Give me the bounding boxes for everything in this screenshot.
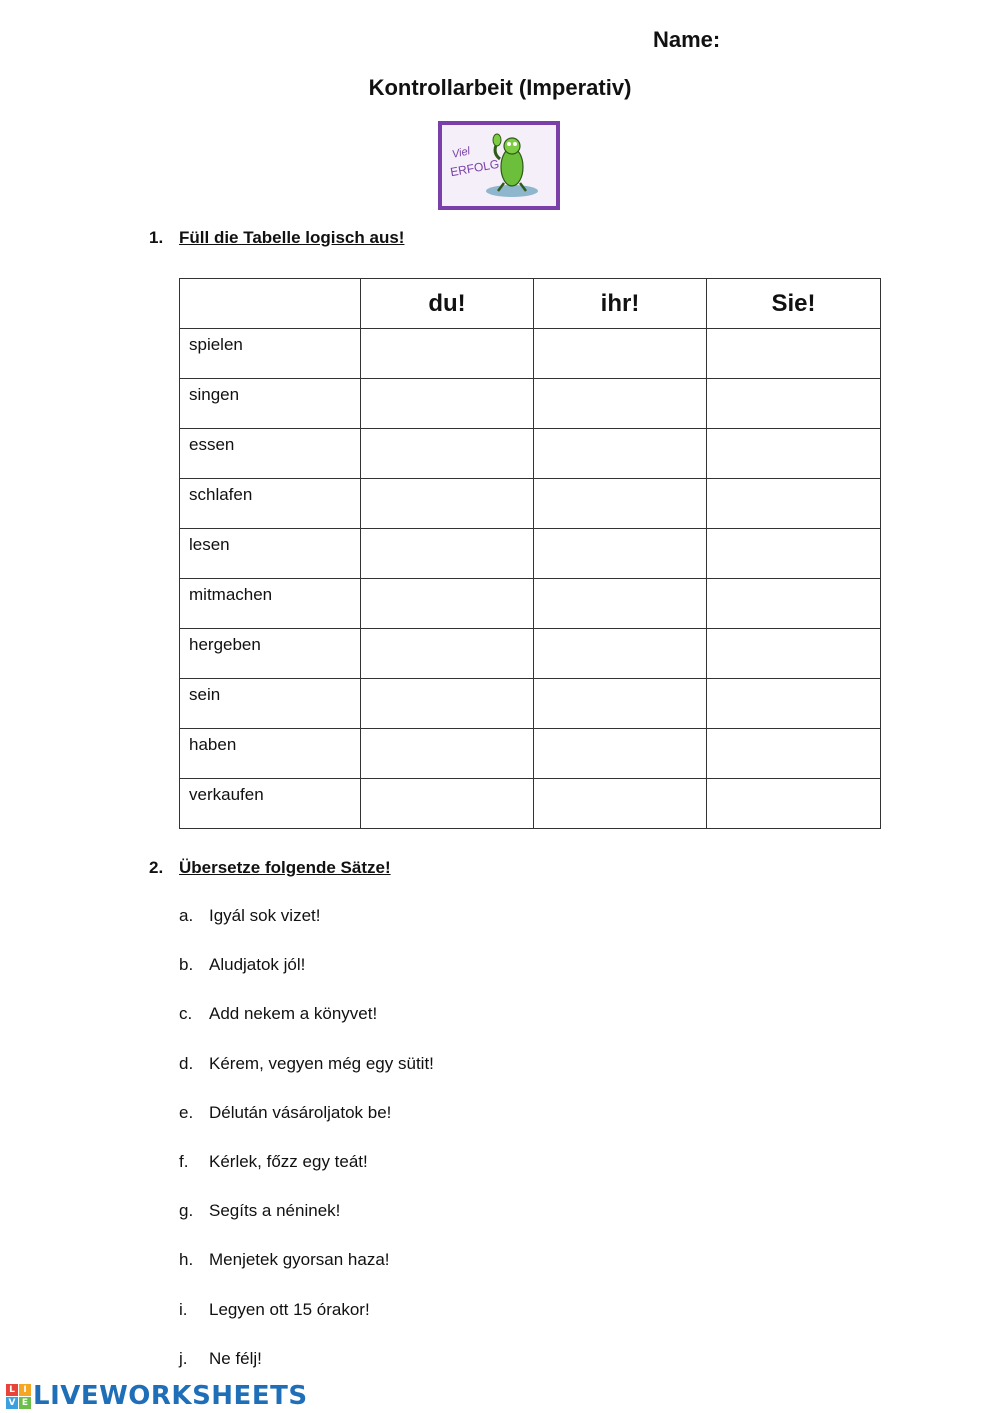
verb-cell: essen (180, 429, 361, 479)
section-1-heading (149, 228, 404, 248)
item-letter: e. (179, 1102, 194, 1122)
answer-cell-sie[interactable] (707, 329, 881, 379)
section-2-heading (149, 858, 391, 878)
item-text: Menjetek gyorsan haza! (209, 1250, 390, 1270)
answer-cell-sie[interactable] (707, 529, 881, 579)
answer-cell-du[interactable] (361, 429, 534, 479)
viel-erfolg-logo (438, 121, 560, 210)
colored-blocks-icon: L I V E (6, 1384, 31, 1409)
answer-cell-sie[interactable] (707, 579, 881, 629)
item-letter: a. (179, 906, 194, 925)
answer-cell-sie[interactable] (707, 679, 881, 729)
item-text: Délután vásároljatok be! (209, 1102, 392, 1122)
table-header-row (180, 279, 881, 329)
answer-cell-du[interactable] (361, 629, 534, 679)
answer-cell-du[interactable] (361, 479, 534, 529)
verb-cell: singen (180, 379, 361, 429)
list-item (179, 1300, 434, 1349)
list-item (179, 1201, 434, 1250)
table-row (180, 529, 881, 579)
item-letter: j. (179, 1348, 188, 1368)
name-label: Name: (653, 27, 721, 52)
item-letter: i. (179, 1299, 188, 1319)
answer-cell-ihr[interactable] (534, 329, 707, 379)
page-title: Kontrollarbeit (Imperativ) (368, 75, 632, 100)
verb-cell: sein (180, 679, 361, 729)
answer-cell-ihr[interactable] (534, 529, 707, 579)
list-item (179, 1103, 434, 1152)
item-text: Segíts a néninek! (209, 1201, 341, 1221)
table-row (180, 579, 881, 629)
list-item (179, 906, 434, 955)
section-1-number: 1. (149, 228, 164, 247)
answer-cell-du[interactable] (361, 379, 534, 429)
section-2-title: Übersetze folgende Sätze! (179, 858, 391, 877)
answer-cell-ihr[interactable] (534, 379, 707, 429)
table-row (180, 729, 881, 779)
column-header-ihr: ihr! (534, 279, 707, 329)
item-letter: g. (179, 1201, 194, 1221)
answer-cell-du[interactable] (361, 529, 534, 579)
answer-cell-sie[interactable] (707, 729, 881, 779)
column-header-du: du! (361, 279, 534, 329)
answer-cell-sie[interactable] (707, 779, 881, 829)
answer-cell-du[interactable] (361, 729, 534, 779)
item-letter: c. (179, 1004, 193, 1024)
answer-cell-du[interactable] (361, 329, 534, 379)
section-2-number: 2. (149, 858, 164, 877)
answer-cell-sie[interactable] (707, 379, 881, 429)
item-text: Aludjatok jól! (209, 955, 306, 975)
verb-cell: schlafen (180, 479, 361, 529)
column-header-sie: Sie! (707, 279, 881, 329)
answer-cell-ihr[interactable] (534, 629, 707, 679)
logo-text-line2: ERFOLG (449, 156, 501, 180)
list-item (179, 1250, 434, 1299)
answer-cell-sie[interactable] (707, 429, 881, 479)
answer-cell-ihr[interactable] (534, 679, 707, 729)
verb-cell: haben (180, 729, 361, 779)
answer-cell-du[interactable] (361, 779, 534, 829)
table-row (180, 329, 881, 379)
imperative-table (179, 278, 881, 829)
item-text: Legyen ott 15 órakor! (209, 1299, 370, 1319)
verb-cell: spielen (180, 329, 361, 379)
answer-cell-sie[interactable] (707, 479, 881, 529)
verb-cell: hergeben (180, 629, 361, 679)
list-item (179, 1054, 434, 1103)
table-row (180, 429, 881, 479)
sentence-list (179, 906, 434, 1398)
logo-text-line1: Viel (450, 145, 472, 161)
table-row (180, 679, 881, 729)
column-header (180, 279, 361, 329)
list-item (179, 1152, 434, 1201)
answer-cell-ihr[interactable] (534, 479, 707, 529)
item-letter: f. (179, 1151, 189, 1171)
table-row (180, 779, 881, 829)
answer-cell-du[interactable] (361, 679, 534, 729)
section-1-title: Füll die Tabelle logisch aus! (179, 228, 405, 247)
table-row (180, 479, 881, 529)
answer-cell-ihr[interactable] (534, 579, 707, 629)
liveworksheets-logo (6, 1382, 308, 1410)
item-letter: b. (179, 955, 194, 975)
verb-cell: lesen (180, 529, 361, 579)
answer-cell-ihr[interactable] (534, 729, 707, 779)
item-text: Igyál sok vizet! (209, 906, 321, 925)
answer-cell-ihr[interactable] (534, 429, 707, 479)
table-row (180, 379, 881, 429)
list-item (179, 1004, 434, 1053)
item-text: Kérlek, főzz egy teát! (209, 1151, 368, 1171)
item-letter: d. (179, 1053, 194, 1073)
item-letter: h. (179, 1250, 194, 1270)
verb-cell: mitmachen (180, 579, 361, 629)
answer-cell-ihr[interactable] (534, 779, 707, 829)
list-item (179, 955, 434, 1004)
item-text: Ne félj! (209, 1348, 262, 1368)
answer-cell-du[interactable] (361, 579, 534, 629)
item-text: Add nekem a könyvet! (209, 1004, 378, 1024)
verb-cell: verkaufen (180, 779, 361, 829)
brand-name: LIVEWORKSHEETS (33, 1381, 308, 1411)
table-row (180, 629, 881, 679)
item-text: Kérem, vegyen még egy sütit! (209, 1053, 434, 1073)
answer-cell-sie[interactable] (707, 629, 881, 679)
